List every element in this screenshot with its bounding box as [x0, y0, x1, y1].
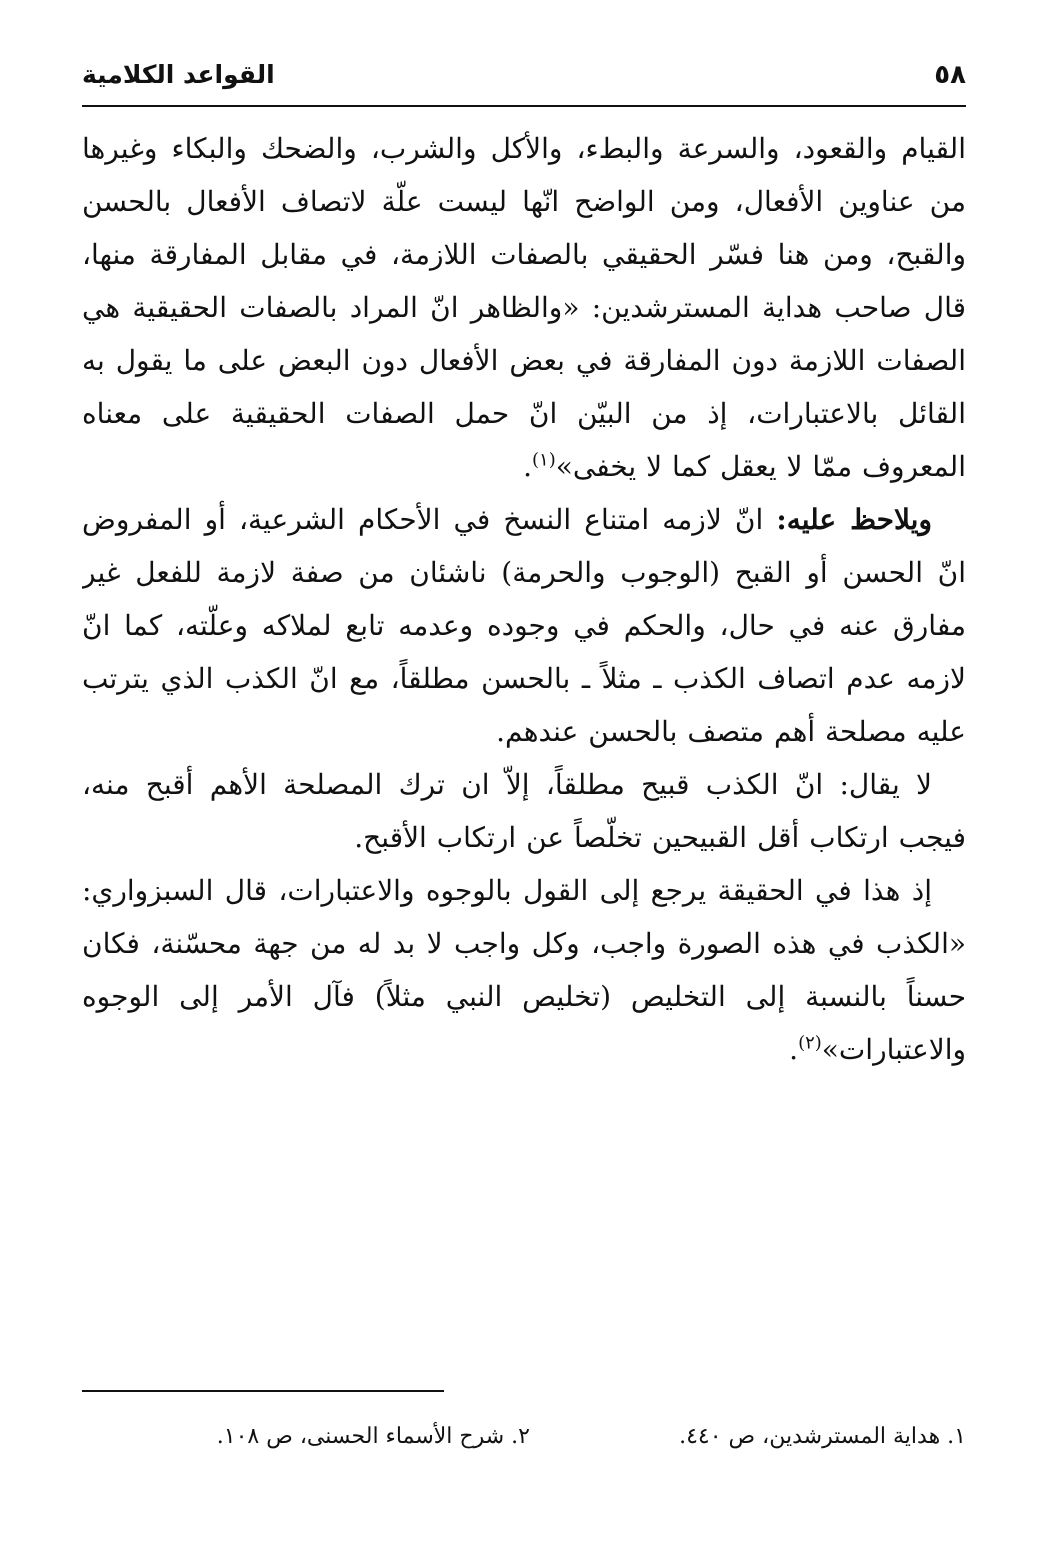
header-divider: [82, 105, 966, 107]
paragraph-four-text: إذ هذا في الحقيقة يرجع إلى القول بالوجوه والاعتبارات، قال السبزواري: «الكذب في هذه الصورة واجب، وكل واجب لا بد له من جهة محسّنة، فكان حسناً بالنسبة إلى التخليص (تخليص النبي مثلاً) فآل الأمر إلى الوجوه والاعتبارات»: [82, 874, 966, 1066]
footnote-divider: [82, 1390, 444, 1392]
paragraph-two: [82, 493, 966, 758]
paragraph-three-text: لا يقال: انّ الكذب قبيح مطلقاً، إلاّ ان ترك المصلحة الأهم أقبح منه، فيجب ارتكاب أقل القبيحين تخلّصاً عن ارتكاب الأقبح.: [82, 768, 966, 854]
footnote-reference-two: (٢): [798, 1032, 822, 1054]
paragraph-three: [82, 758, 966, 864]
paragraph-one: القيام والقعود، والسرعة والبطء، والأكل والشرب، والضحك والبكاء وغيرها من عناوين الأفعال، ومن الواضح انّها ليست علّة لاتصاف الأفعال بالحسن والقبح، ومن هنا فسّر الحقيقي بالصفات اللازمة، في مقابل المفارقة منها، قال صاحب هداية المسترشدين: «والظاهر انّ المراد بالصفات الحقيقية هي الصفات اللازمة دون المفارقة في بعض الأفعال دون البعض على ما يقول به القائل بالاعتبارات، إذ من البيّن انّ حمل الصفات الحقيقية على معناه المعروف ممّا لا يعقل كما لا يخفى»$^{(١)}$.: [82, 132, 966, 483]
paragraph-four: إذ هذا في الحقيقة يرجع إلى القول بالوجوه والاعتبارات، قال السبزواري: «الكذب في هذه الصورة واجب، وكل واجب لا بد له من جهة محسّنة، فكان حسناً بالنسبة إلى التخليص (تخليص النبي مثلاً) فآل الأمر إلى الوجوه والاعتبارات»$^{(٢)}$.: [82, 874, 966, 1066]
page-header: [82, 58, 966, 103]
main-text: [82, 122, 966, 1162]
footnote-two: ٢. شرح الأسماء الحسنى، ص ١٠٨.: [216, 1424, 530, 1449]
footnote-reference-one: (١): [531, 449, 556, 471]
page-number: ٥٨: [934, 60, 966, 90]
paragraph-two-lead: ويلاحظ عليه:: [776, 503, 932, 536]
running-title: القواعد الكلامية: [82, 60, 275, 89]
paragraph-two-text: انّ لازمه امتناع النسخ في الأحكام الشرعية، أو المفروض انّ الحسن أو القبح (الوجوب والحرمة) ناشئان من صفة لازمة للفعل غير مفارق عنه في حال، والحكم في وجوده وعدمه تابع لملاكه وعلّته، كما انّ لازمه عدم اتصاف الكذب ـ مثلاً ـ بالحسن مطلقاً، مع انّ الكذب الذي يترتب عليه مصلحة أهم متصف بالحسن عندهم.: [82, 503, 966, 748]
paragraph-one-text: القيام والقعود، والسرعة والبطء، والأكل والشرب، والضحك والبكاء وغيرها من عناوين الأفعال، ومن الواضح انّها ليست علّة لاتصاف الأفعال بالحسن والقبح، ومن هنا فسّر الحقيقي بالصفات اللازمة، في مقابل المفارقة منها، قال صاحب هداية المسترشدين: «والظاهر انّ المراد بالصفات الحقيقية هي الصفات اللازمة دون المفارقة في بعض الأفعال دون البعض على ما يقول به القائل بالاعتبارات، إذ من البيّن انّ حمل الصفات الحقيقية على معناه المعروف ممّا لا يعقل كما لا يخفى»: [82, 132, 966, 483]
footnote-one: ١. هداية المسترشدين، ص ٤٤٠.: [679, 1424, 966, 1449]
footnotes: [82, 1418, 966, 1460]
